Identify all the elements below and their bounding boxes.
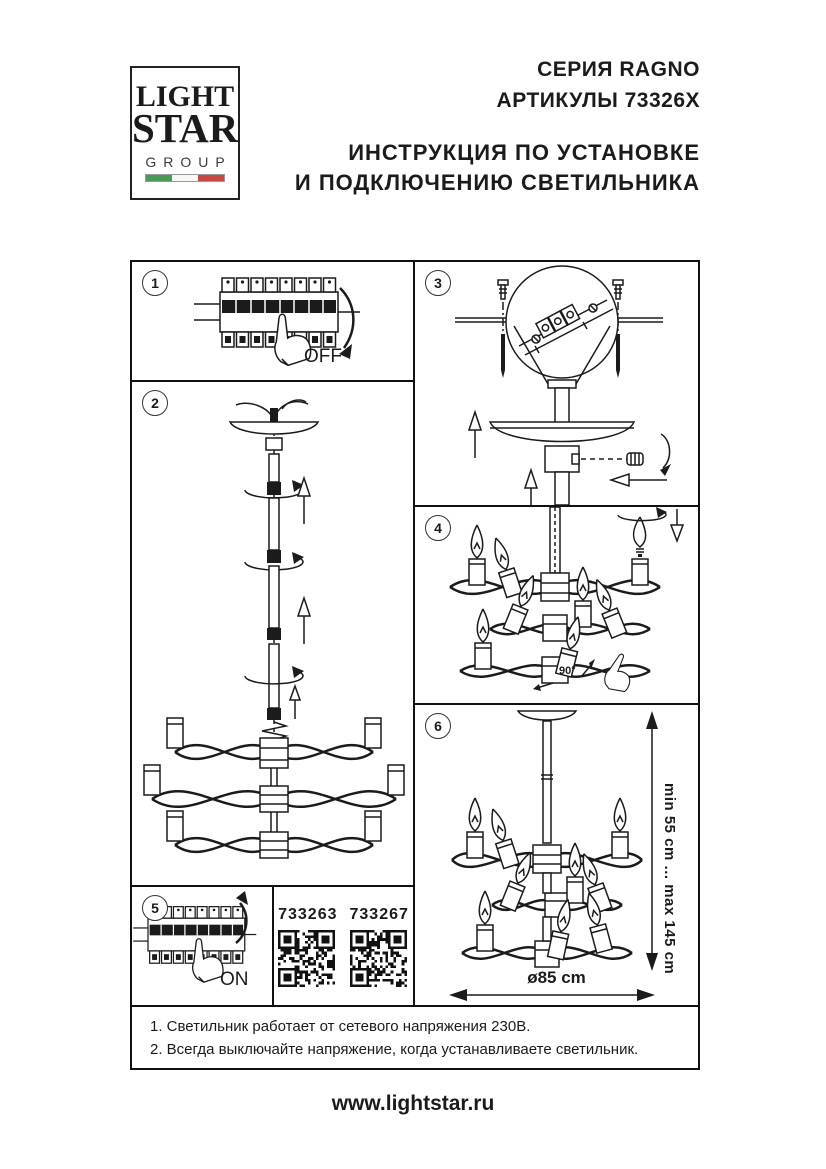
empty-socket — [167, 811, 183, 841]
step-6-panel — [415, 705, 698, 1007]
chandelier-tiers — [144, 718, 404, 858]
candle-bulb — [469, 525, 485, 585]
breaker-top-modules — [222, 278, 336, 292]
on-label: ON — [220, 969, 249, 990]
candle-bulb — [567, 843, 583, 903]
step-5-panel — [132, 887, 274, 1007]
empty-socket — [167, 718, 183, 748]
breaker-off-drawing — [132, 262, 415, 380]
candle-bulb — [612, 798, 628, 858]
note-line-1: 1. Светильник работает от сетевого напряжения 230В. — [150, 1018, 531, 1035]
instruction-title — [295, 138, 700, 198]
step-number-badge: 2 — [142, 390, 168, 416]
article-code-item — [278, 906, 337, 987]
ceiling-cup — [230, 400, 318, 450]
articles-title: АРТИКУЛЫ 73326X — [496, 89, 700, 112]
lightstar-logo — [130, 66, 240, 200]
italian-flag-bar — [145, 174, 225, 182]
qr-code — [350, 930, 407, 987]
height-dimension-label: min 55 cm ... max 145 cm — [661, 783, 678, 975]
safety-notes — [132, 1007, 698, 1068]
candle-bulb — [467, 798, 483, 858]
bulb-install-drawing — [415, 507, 698, 703]
empty-socket — [144, 765, 160, 795]
up-arrow-3 — [290, 686, 300, 719]
instruction-title-line1: ИНСТРУКЦИЯ ПО УСТАНОВКЕ — [348, 140, 700, 165]
step-number-badge: 5 — [142, 895, 168, 921]
candle-bulb — [485, 807, 519, 869]
down-arrow — [671, 509, 683, 541]
step-1-panel — [132, 262, 415, 382]
website-footer: www.lightstar.ru — [331, 1092, 495, 1115]
step-number-badge: 4 — [425, 515, 451, 541]
pointing-hand — [603, 652, 634, 692]
article-number: 733267 — [349, 905, 409, 923]
ceiling-mount-drawing — [415, 262, 698, 505]
logo-text-light: LIGHT — [135, 80, 235, 113]
flag-white-segment — [172, 175, 198, 181]
article-codes-panel — [274, 887, 415, 1007]
header-text-block — [295, 58, 700, 198]
floating-bulb — [618, 507, 667, 557]
collar-with-setscrew — [545, 446, 643, 472]
step-4-panel — [415, 507, 698, 705]
candle-bulb — [477, 891, 493, 951]
flag-green-segment — [146, 175, 172, 181]
up-arrow-2 — [298, 598, 310, 644]
instruction-diagram-frame — [130, 260, 700, 1070]
left-arrow — [611, 474, 667, 486]
step-2-panel — [132, 382, 415, 887]
step-number-badge: 6 — [425, 713, 451, 739]
empty-socket — [365, 718, 381, 748]
candle-bulb — [475, 609, 491, 669]
ceiling-canopy — [518, 711, 576, 720]
series-title: СЕРИЯ RAGNO — [537, 58, 700, 81]
step-number-badge: 1 — [142, 270, 168, 296]
up-arrow-1 — [469, 412, 481, 458]
logo-text-star: STAR — [132, 105, 239, 151]
up-arrow-2 — [525, 470, 537, 505]
angle-label: 90° — [559, 665, 576, 677]
qr-code — [278, 930, 335, 987]
diameter-dimension-label: ø85 cm — [527, 968, 586, 987]
step-3-panel — [415, 262, 698, 507]
candle-bulb — [488, 536, 522, 598]
rod-assembly-drawing — [132, 382, 415, 885]
instruction-title-line2: И ПОДКЛЮЧЕНИЮ СВЕТИЛЬНИКА — [294, 169, 700, 195]
empty-socket — [388, 765, 404, 795]
flag-red-segment — [198, 175, 224, 181]
article-code-item — [350, 906, 409, 987]
empty-socket — [365, 811, 381, 841]
off-label: OFF — [304, 346, 342, 367]
empty-socket — [632, 559, 648, 585]
note-line-2: 2. Всегда выключайте напряжение, когда устанавливаете светильник. — [150, 1040, 639, 1058]
final-fixture-drawing — [415, 705, 698, 1005]
height-dimension — [646, 711, 658, 971]
rotate-arrow — [660, 434, 671, 476]
logo-text-group: GROUP — [145, 153, 232, 170]
diameter-dimension — [449, 989, 655, 1001]
canopy-dish — [490, 422, 634, 442]
step-number-badge: 3 — [425, 270, 451, 296]
article-number: 733263 — [278, 905, 338, 923]
